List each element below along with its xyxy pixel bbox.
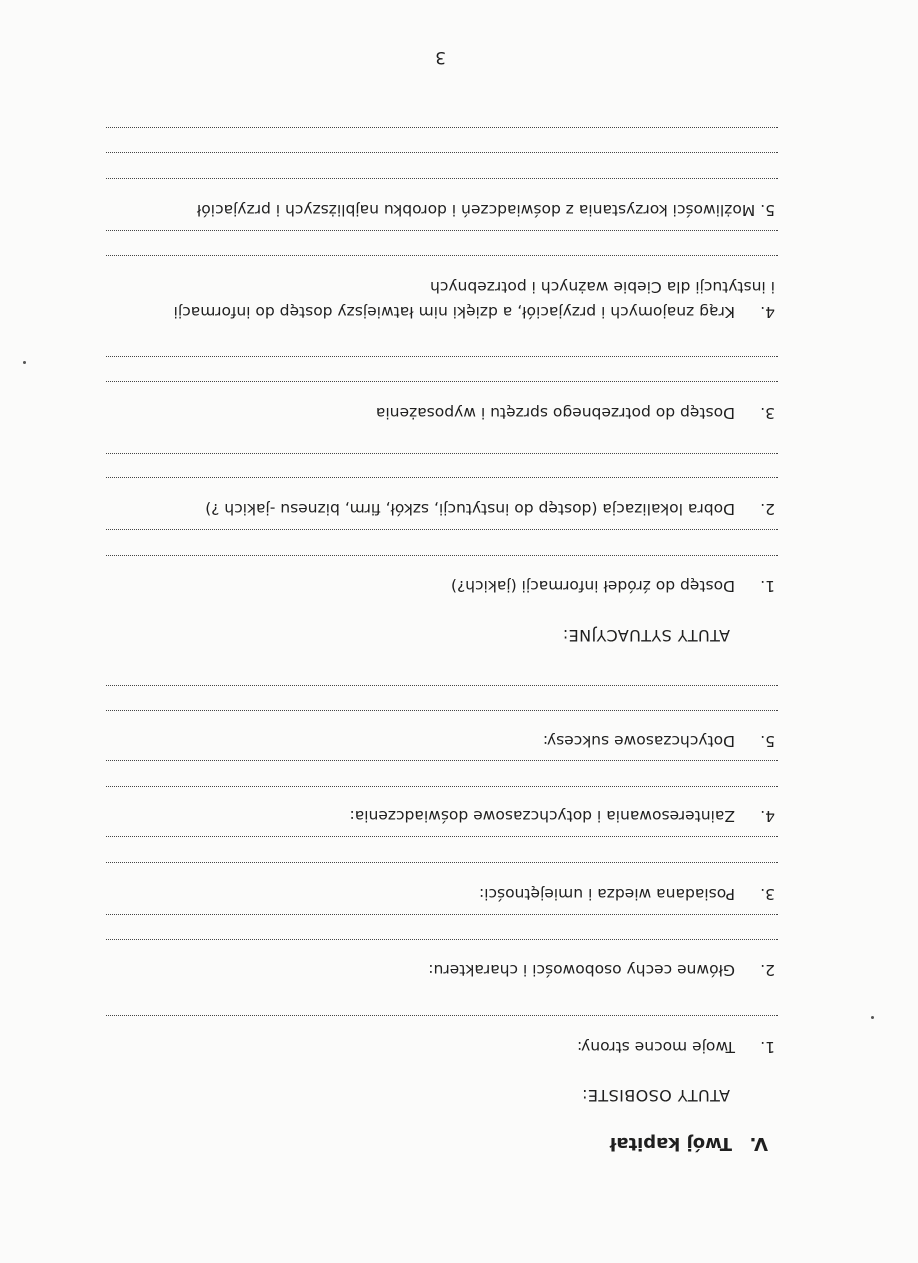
answer-line[interactable] bbox=[106, 178, 778, 179]
answer-line[interactable] bbox=[106, 255, 778, 256]
item-text: Dobra lokalizacja (dostęp do instytucji, szkół, firm, biznesu -jakich ?) bbox=[205, 500, 735, 518]
section-number: V. bbox=[749, 1133, 768, 1154]
answer-line[interactable] bbox=[106, 786, 778, 787]
scan-speck bbox=[871, 1016, 874, 1019]
section-title: Twój kapitał bbox=[609, 1133, 732, 1154]
section-heading bbox=[610, 1133, 768, 1154]
answer-line[interactable] bbox=[106, 836, 778, 837]
item-number: 4. bbox=[760, 303, 775, 321]
item-number: 1. bbox=[760, 1038, 775, 1056]
answer-line[interactable] bbox=[106, 1015, 778, 1016]
item-number: 2. bbox=[760, 500, 775, 518]
answer-line[interactable] bbox=[106, 477, 778, 478]
answer-line[interactable] bbox=[106, 914, 778, 915]
item-number: 1. bbox=[760, 577, 775, 595]
scan-speck bbox=[23, 361, 26, 364]
answer-line[interactable] bbox=[106, 710, 778, 711]
item-number: 4. bbox=[760, 807, 775, 825]
personal-assets-heading: ATUTY OSOBISTE: bbox=[581, 1086, 730, 1105]
item-text: Posiadana wiedza i umiejętności: bbox=[478, 885, 735, 903]
item-text: Dotychczasowe sukcesy: bbox=[542, 732, 735, 750]
answer-line[interactable] bbox=[106, 453, 778, 454]
item-text: Twoje mocne strony: bbox=[577, 1038, 735, 1056]
answer-line[interactable] bbox=[106, 555, 778, 556]
answer-line[interactable] bbox=[106, 127, 778, 128]
page-number: 3 bbox=[435, 47, 446, 67]
item-text: Dostęp do potrzebnego sprzętu i wyposażenia bbox=[375, 404, 735, 422]
item-text-continued: i instytucji dla Ciebie ważnych i potrzebnych bbox=[430, 278, 775, 296]
item-number: 5. bbox=[760, 732, 775, 750]
item-number: 2. bbox=[760, 961, 775, 979]
item-text: Zainteresowania i dotychczasowe doświadczenia: bbox=[349, 807, 735, 825]
item-text: 5. Możliwości korzystania z doświadczeń i dorobku najbliższych i przyjaciół bbox=[196, 201, 775, 219]
item-text: Główne cechy osobowości i charakteru: bbox=[428, 961, 735, 979]
situational-assets-heading: ATUTY SYTUACYJNE: bbox=[562, 626, 730, 645]
item-text: Dostęp do źródeł informacji (jakich?) bbox=[450, 577, 735, 595]
item-number: 3. bbox=[760, 885, 775, 903]
answer-line[interactable] bbox=[106, 529, 778, 530]
answer-line[interactable] bbox=[106, 356, 778, 357]
answer-line[interactable] bbox=[106, 685, 778, 686]
answer-line[interactable] bbox=[106, 862, 778, 863]
answer-line[interactable] bbox=[106, 152, 778, 153]
answer-line[interactable] bbox=[106, 381, 778, 382]
situational-item-5 bbox=[197, 201, 775, 219]
item-text: Krąg znajomych i przyjaciół, a dzięki nim łatwiejszy dostęp do informacji bbox=[173, 303, 735, 321]
answer-line[interactable] bbox=[106, 230, 778, 231]
answer-line[interactable] bbox=[106, 939, 778, 940]
item-number: 3. bbox=[760, 404, 775, 422]
answer-line[interactable] bbox=[106, 760, 778, 761]
